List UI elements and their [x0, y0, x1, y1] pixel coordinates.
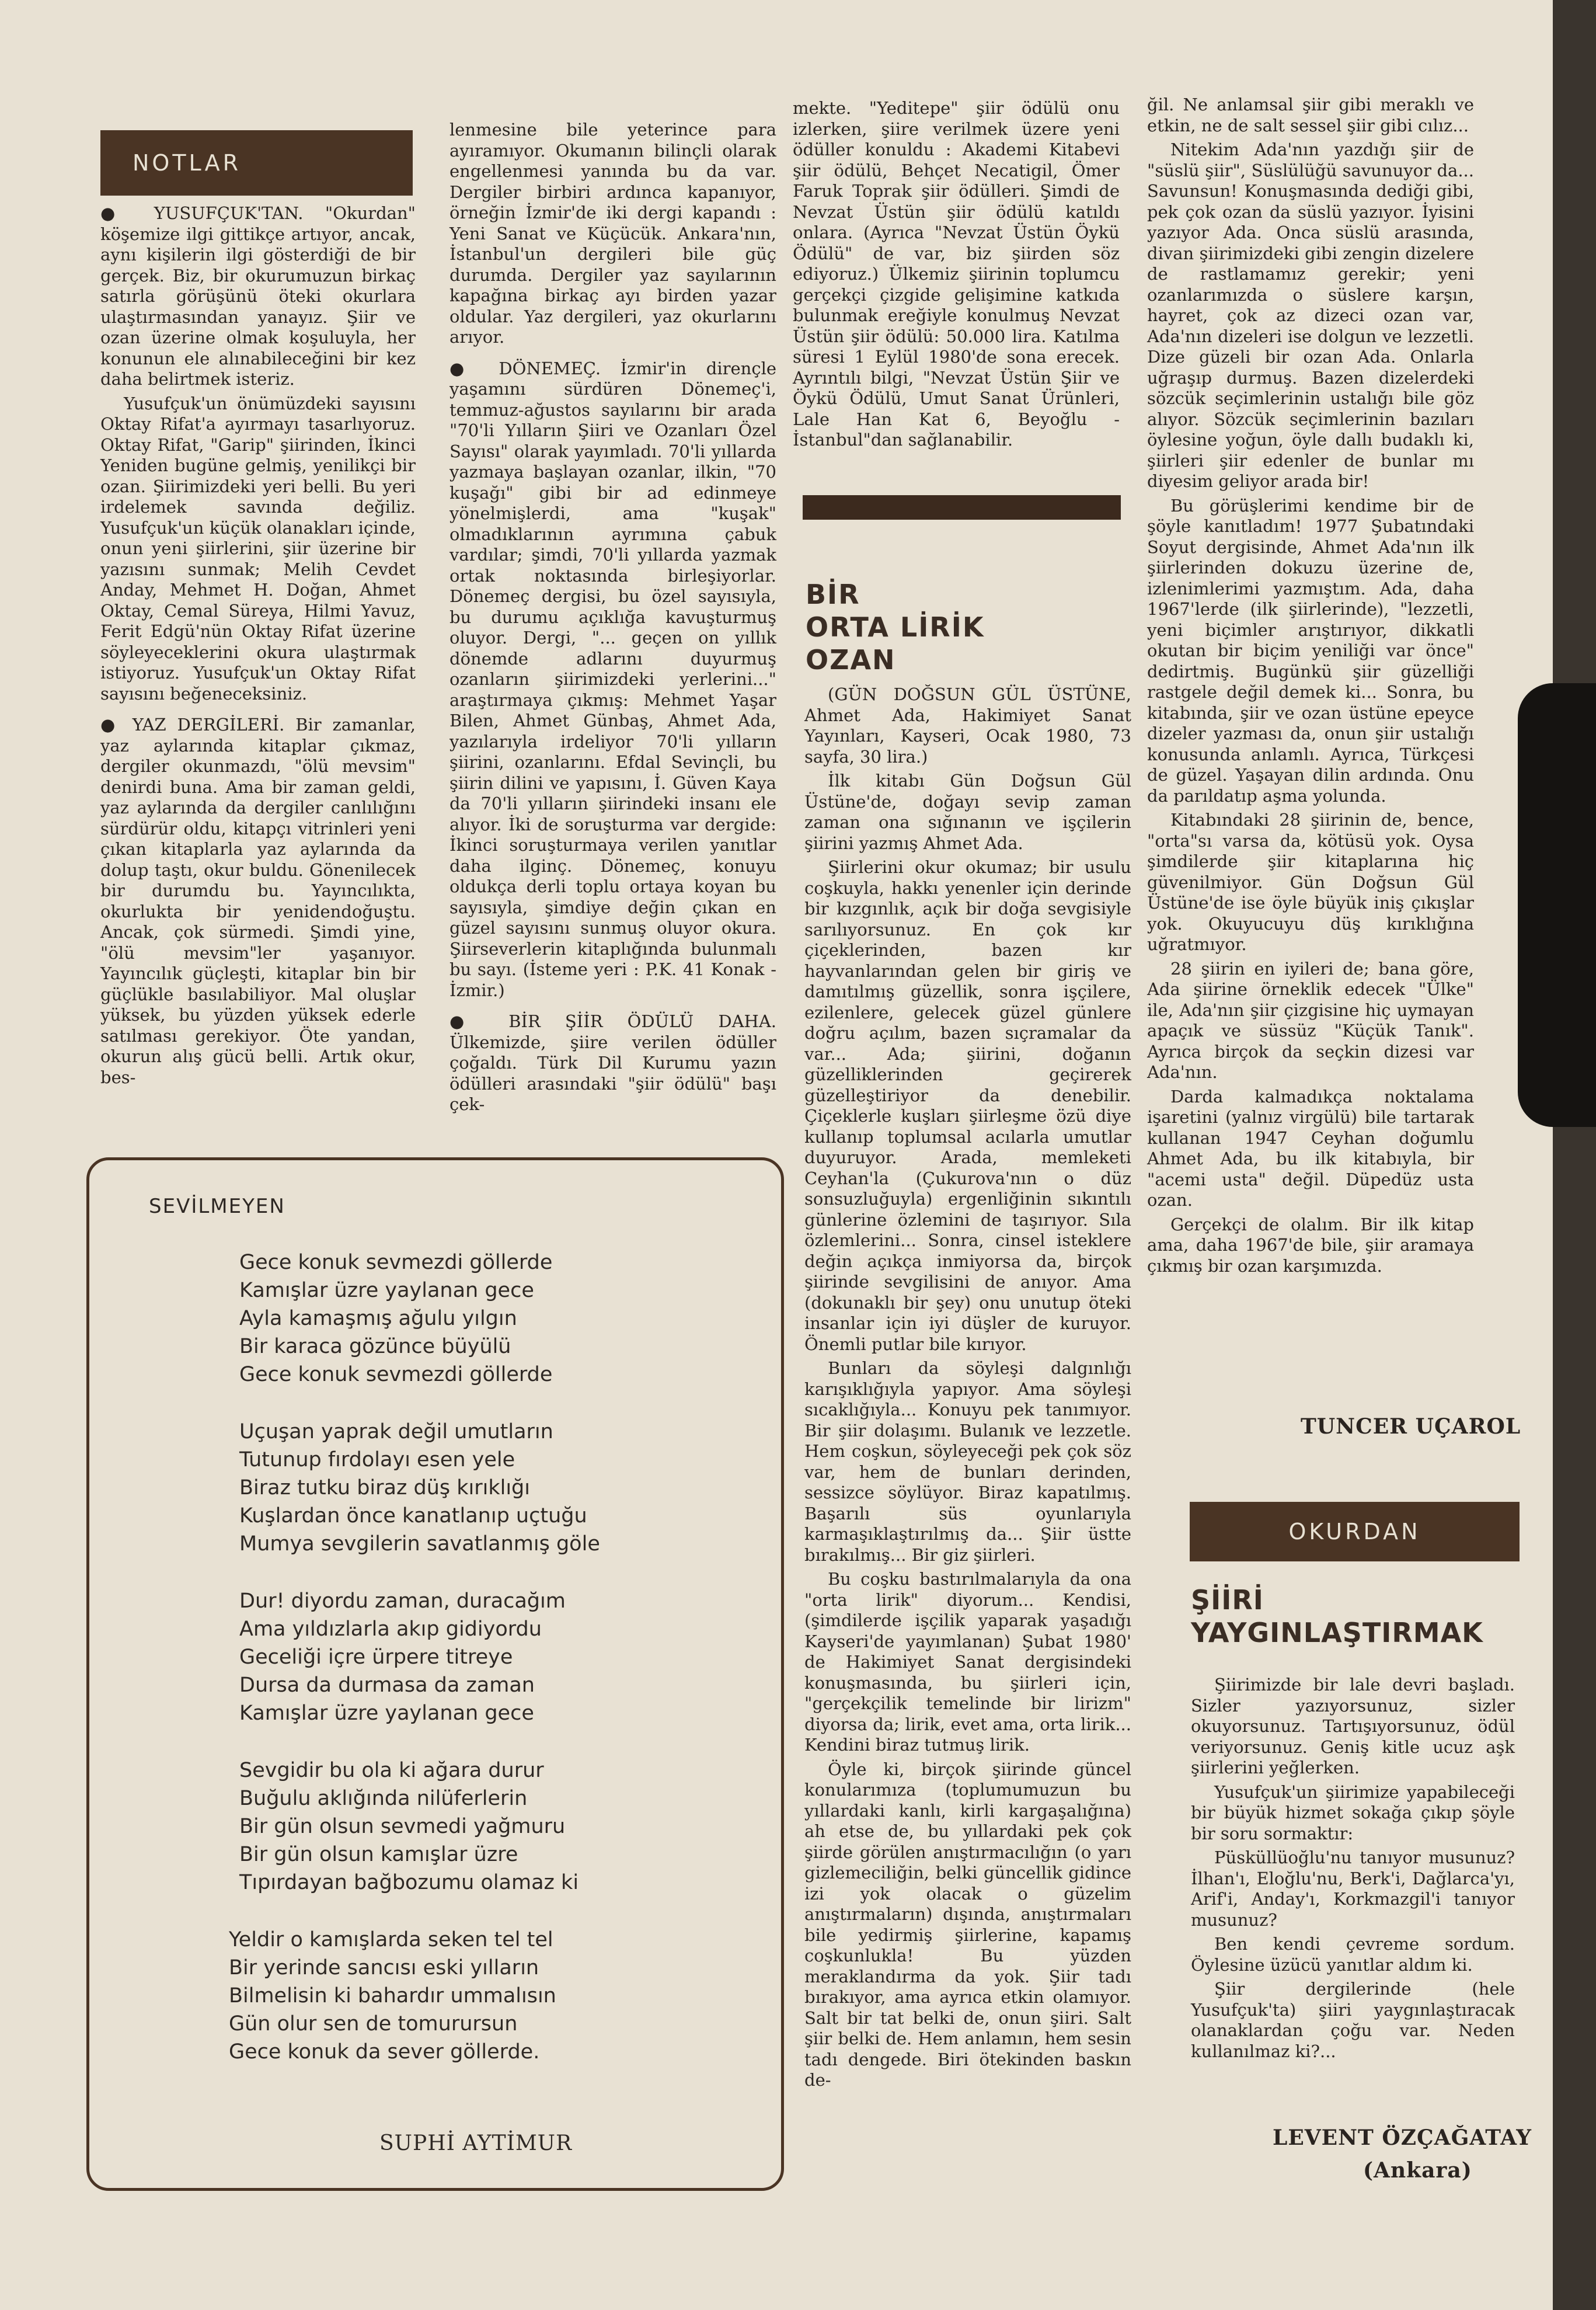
article-paragraph: İlk kitabı Gün Doğsun Gül Üstüne'de, doğayı sevip zaman zaman ona sığınanın ve işçilerin şiirini yazmış Ahmet Ada. [804, 771, 1131, 853]
poem-line: Uçuşan yaprak değil umutların [239, 1420, 553, 1443]
notlar-column-2 [449, 120, 776, 1119]
article-title-line: BİR [806, 579, 860, 610]
poem-author: SUPHİ AYTİMUR [379, 2131, 573, 2155]
poem-stanzas [229, 1248, 600, 2095]
poem-title: SEVİLMEYEN [149, 1195, 285, 1218]
article-title-line: OZAN [806, 644, 896, 676]
poem-line: Kamışlar üzre yaylanan gece [239, 1702, 534, 1725]
poem-line: Bir gün olsun sevmedi yağmuru [239, 1815, 566, 1838]
poem-line: Ayla kamaşmış ağulu yılgın [239, 1307, 517, 1330]
bullet-icon: ● [449, 358, 499, 378]
yaz-dergileri-continuation: lenmesine bile yeterince para ayıramıyor. Okumanın bilinçli olarak engellenmesi yanında bu da var. Dergiler birbiri ardınca kapanıyor, örneğin İzmir'de iki dergi kapandı : Yeni Sanat ve Küçücük. Ankara'nın, İstanbul'un dergileri bile güç durumda. Dergiler yaz sayılarının kapağına birkaç ayı birden yazar oldular. Yaz dergileri, yaz okurlarını arıyor. [449, 120, 776, 347]
bullet-icon: ● [100, 715, 133, 735]
binder-clip [1518, 683, 1596, 1127]
article-paragraph: Bu görüşlerimi kendime bir de şöyle kanıtladım! 1977 Şubatındaki Soyut dergisinde, Ahmet Ada'nın ilk şiirlerinden dokuzu üzerine de, izlenimlerimi yazmıştım. Ada, daha 1967'lerde (ilk şiirlerinde), "lezzetli, yeni biçimler arıştırıyor, dikkatli okutan bir biçim yeniliği var önce" dedirtmiş. Bugünkü şiir güzelliği rastgele değil demek ki... Sonra, bu kitabında, şiir ve ozan üstüne epeyce dizeler yazması da, onun şiir ustalığı konusunda anlamlı. Ayrıca, Türkçesi de güzel. Yaşayan dilin ardında. Onu da parıldatıp aşma yolunda. [1147, 495, 1474, 806]
yaz-dergileri-note: ● YAZ DERGİLERİ. Bir zamanlar, yaz aylarında kitaplar çıkmaz, dergiler okunmazdı, "ölü mevsim" denirdi buna. Ama bir zaman geldi, yaz aylarında da dergiler canlılığını sürdürür oldu, kitapçı vitrinleri yeni çıkan kitaplarla yaz aylarında da dolup taştı, okur buldu. Gönenilecek bir durumdu bu. Yayıncılıkta, okurlukta bir yenidendoğuştu. Ancak, çok sürmedi. Şimdi yine, "ölü mevsim"ler yaşanıyor. Yayıncılık güçleşti, kitaplar bin bir güçlükle basılabiliyor. Mal oluşlar yüksek, bu yüzden yüksek ederle satılması gerekiyor. Öte yandan, okurun alış gücü belli. Artık okur, bes- [100, 715, 416, 1087]
article-title [806, 578, 985, 676]
poem-line: Bir karaca gözünce büyülü [239, 1335, 511, 1358]
article-paragraph: Bunları da söyleşi dalgınlığı karışıklığıyla yapıyor. Ama söyleşi sıcaklığıyla... Konuyu pek tanımıyor. Bir şiir dolaşımı. Bulanık ve lezzetle. Hem coşkun, söyleyeceği pek çok söz var, hem de bunları derinden, sessizce söylüyor. Biraz kapatılmış. Başarılı süs oyunlarıyla karmaşıklaştırılmış da... Şiir üstte bırakılmış... Bir giz şiirleri. [804, 1358, 1131, 1565]
poem-line: Geceliği içre ürpere titreye [239, 1645, 513, 1669]
poem-line: Dur! diyordu zaman, duracağım [239, 1589, 566, 1613]
article-paragraph: Nitekim Ada'nın yazdığı şiir de "süslü şiir", Süslülüğü savunuyor da... Savunsun! Konuşmasında dediği gibi, pek çok ozan da süslü yazıyor. İyisini yazıyor Ada. Onca süslü arasında, divan şiirimizdeki gibi zengin dizelere de rastlamamız gerekir; yeni ozanlarımızda o süslere karşın, hayret, çok az dizeci ozan var, Ada'nın dizeleri ise dolgun ve lezzetli. Dize güzeli bir ozan Ada. Onlarla uğraşıp durmuş. Bazen dizelerdeki sözcük seçimlerinin ustalığı bile göz alıyor. Sözcük seçimlerinin bazıları öylesine yoğun, öyle dallı budaklı ki, şiirleri şiir edenler de bunlar mı diyesim geliyor arada bir! [1147, 140, 1474, 491]
poem-line: Buğulu aklığında nilüferlerin [239, 1787, 528, 1810]
article-paragraph: 28 şiirin en iyileri de; bana göre, Ada şiirine örneklik edecek "Ülke" ile, Ada'nın şiir çizgisine hiç uymayan apaçık ve süssüz "Küçük Tanık". Ayrıca birçok da seçkin dizesi var Ada'nın. [1147, 958, 1474, 1082]
poem-line: Gece konuk sevmezdi göllerde [239, 1363, 553, 1386]
okurdan-header [1190, 1502, 1520, 1561]
poem-line: Kuşlardan önce kanatlanıp uçtuğu [239, 1504, 587, 1528]
okurdan-paragraph: Ben kendi çevreme sordum. Öylesine üzücü yanıtlar aldım ki. [1191, 1934, 1515, 1975]
article-paragraph: Kitabındaki 28 şiirinin de, bence, "orta"sı varsa da, kötüsü yok. Oysa şimdilerde şiir kitaplarına hiç güvenilmiyor. Gün Doğsun Gül Üstüne'de ise öyle büyük iniş çıkışlar yok. Okuyucuyu düş kırıklığına uğratmıyor. [1147, 810, 1474, 954]
notlar-header [100, 130, 413, 196]
article-paragraph: ğil. Ne anlamsal şiir gibi meraklı ve etkin, ne de salt sessel şiir gibi cılız... [1147, 95, 1474, 135]
poem-line: Mumya sevgilerin savatlanmış göle [239, 1532, 600, 1556]
notlar-column-1 [100, 203, 416, 1091]
section-divider [803, 495, 1121, 520]
poem-line: Bir yerinde sancısı eski yılların [229, 1956, 539, 1979]
poem-line: Kamışlar üzre yaylanan gece [239, 1279, 534, 1302]
article-paragraph: Bu coşku bastırılmalarıyla da ona "orta lirik" diyorum... Kendisi, (şimdilerde işçilik yaparak yaşadığı Kayseri'de yayımlanan) Şubat 1980' de Hakimiyet Sanat dergisindeki konuşmasında, bu şiirleri için, "gerçekçilik temelinde bir lirizm" diyorsa da; lirik, evet ama, orta lirik... Kendini biraz tutmuş lirik. [804, 1569, 1131, 1755]
okurdan-city: (Ankara) [1363, 2158, 1472, 2183]
poem-line: Ama yıldızlarla akıp gidiyordu [239, 1617, 542, 1641]
poem-line: Gece konuk sevmezdi göllerde [239, 1251, 553, 1274]
poem-line: Bilmelisin ki bahardır ummalısın [229, 1984, 556, 2008]
article-paragraph: Şiirlerini okur okumaz; bir usulu coşkuyla, hakkı yenenler için derinde bir kızgınlık, açık bir doğa sevgisiyle sarılıyorsunuz. En çok kır çiçeklerinden, bazen kır hayvanlarından gelen bir giriş ve damıtılmış güzellik, sonra işçilere, ezilenlere, gelecek güzel günlere doğru açılım, bazen sıçramalar da var... Ada; şiirini, doğanın güzelliklerinden geçirerek güzelleştiriyor da denebilir. Çiçeklerle kuşları şiirleşme özü diye kullanıp toplumsal acılarla umutlar duyuruyor. Arada, memleketi Ceyhan'la (Çukurova'nın o düz sonsuzluğuyla) ergenliğinin sıkıntılı günlerine özlemini de taşırıyor. Sıla özlemlerini... Sonra, cinsel isteklere değin açıkça inmiyorsa da, birçok şiirinde sevgilisini de anıyor. Ama (dokunaklı bir şey) onu unutup öteki insanlar için iyi düşler de kuruyor. Önemli putlar bile kırıyor. [804, 857, 1131, 1354]
poem-stanza [229, 1926, 600, 2066]
poem-line: Gece konuk da sever göllerde. [229, 2040, 540, 2064]
donemec-note: ● DÖNEMEÇ. İzmir'in dirençle yaşamını sürdüren Dönemeç'i, temmuz-ağustos sayılarını bir arada "70'li Yılların Şiiri ve Ozanları Özel Sayısı" olarak yayımladı. 70'li yıllarda yazmaya başlayan ozanlar, ilkin, "70 kuşağı" gibi bir ad edinmeye yönelmişlerdi, ama "kuşak" olmadıklarının ayrımına çabuk vardılar; şimdi, 70'li yıllarda yazmak ortak noktasında birleşiyorlar. Dönemeç dergisi, bu özel sayısıyla, bu durumu açıklığa kavuşturmuş oluyor. Dergi, "... geçen on yıllık dönemde adlarını duyurmuş ozanların şiirimizdeki yerlerini..." araştırmaya çıkmış: Mehmet Yaşar Bilen, Ahmet Günbaş, Ahmet Ada, yazılarıyla irdeliyor 70'li yılların şiirini, ozanlarını. Efdal Sevinçli, bu şiirin dilini ve yapısını, İ. Güven Kaya da 70'li yılların şiirindeki insanı ele alıyor. İki de soruşturma var dergide: İkinci soruşturmaya verilen yanıtlar daha ilginç. Dönemeç, konuyu oldukça derli toplu ortaya koyan bu sayısıyla, şimdiye değin çıkan en güzel sayısını sunmuş oluyor okura. Şiirseverlerin kitaplığında bulunmalı bu sayı. (İsteme yeri : P.K. 41 Konak - İzmir.) [449, 358, 777, 1000]
article-paragraph: Darda kalmadıkça noktalama işaretini (yalnız virgülü) bile tartarak kullanan 1947 Ceyhan doğumlu Ahmet Ada, bu ilk kitabıyla, bir "acemi usta" değil. Düpedüz usta ozan. [1147, 1086, 1474, 1210]
article-title-line: ORTA LİRİK [806, 611, 985, 643]
article-column-4 [1147, 95, 1474, 1280]
poem-line: Yeldir o kamışlarda seken tel tel [229, 1928, 553, 1951]
okurdan-paragraph: Şiirimizde bir lale devri başladı. Sizler yazıyorsunuz, sizler okuyorsunuz. Tartışıyorsunuz, ödül veriyorsunuz. Geniş kitle ucuz aşk şiirlerini yeğlerken. [1191, 1675, 1515, 1777]
poem-line: Biraz tutku biraz düş kırıklığı [239, 1476, 530, 1500]
poem-line: Dursa da durmasa da zaman [239, 1674, 535, 1697]
bullet-icon: ● [449, 1011, 509, 1031]
okurdan-header-label: OKURDAN [1288, 1519, 1421, 1544]
poem-stanza [239, 1756, 600, 1897]
poem-stanza [239, 1248, 600, 1389]
yusufcuk-oktay-rifat-note: Yusufçuk'un önümüzdeki sayısını Oktay Rifat'a ayırmayı tasarlıyoruz. Oktay Rifat, "Garip" şiirinden, İkinci Yeniden bugüne gelmiş, yenilikçi bir ozan. Şiirimizdeki yeri belli. Bu yeri irdelemek savında değiliz. Yusufçuk'un küçük olanakları içinde, onun yeni şiirlerini, şiir üzerine bir yazısını sunmak; Melih Cevdet Anday, Mehmet H. Doğan, Ahmet Oktay, Cemal Süreya, Hilmi Yavuz, Ferit Edgü'nün Oktay Rifat üzerine söyleyeceklerini okura ulaştırmak istiyoruz. Yusufçuk'un Oktay Rifat sayısını beğeneceksiniz. [100, 393, 416, 704]
article-author: TUNCER UÇAROL [1301, 1414, 1521, 1439]
poem-stanza [239, 1587, 600, 1727]
okurdan-paragraph: Şiir dergilerinde (hele Yusufçuk'ta) şiiri yaygınlaştıracak olanaklardan çoğu var. Neden kullanılmaz ki?... [1191, 1979, 1515, 2061]
okurdan-title [1191, 1584, 1483, 1649]
yusufcuk-note: ● YUSUFÇUK'TAN. "Okurdan" köşemize ilgi gittikçe artıyor, ancak, aynı kişilerin ilgi gösterdiği de bir gerçek. Biz, bir okurumuzun birkaç satırla görüşünü öteki okurlara ulaştırmasından yanayız. Şiir ve ozan üzerine olmak koşuluyla, her konunun ele alınabileceğini bir kez daha belirtmek isteriz. [100, 203, 416, 389]
okurdan-paragraph: Püsküllüoğlu'nu tanıyor musunuz? İlhan'ı, Eloğlu'nu, Berk'i, Dağlarca'yı, Arif'i, Anday'ı, Korkmazgil'i tanıyor musunuz? [1191, 1848, 1515, 1930]
article-paragraph: Öyle ki, birçok şiirinde güncel konularımıza (toplumumuzun bu yıllardaki kanlı, kirli kargaşalığına) ah etse de, bu yıllardaki pek çok şiirde görülen anıştırmacılığın (o yarı gizlemeciliğin, belki güncellik gidince izi yok olacak o güzelim anıştırmaların) dışında, anıştırmaları bile yedirmiş şiirlerine, kapamış coşkunlukla! Bu yüzden meraklandırma da yok. Şiir tadı bırakıyor, ama ayrıca etkin olamıyor. Salt bir tat belki de, onun şiiri. Salt şiir belki de. Hem anlamın, hem sesin tadı dengede. Biri ötekinden baskın de- [804, 1759, 1131, 2090]
poem-line: Sevgidir bu ola ki ağara durur [239, 1759, 544, 1782]
okurdan-title-line: ŞİİRİ [1191, 1584, 1264, 1616]
article-paragraph: Gerçekçi de olalım. Bir ilk kitap ama, daha 1967'de bile, şiir aramaya çıkmış bir ozan karşımızda. [1147, 1214, 1474, 1276]
bullet-icon: ● [100, 203, 154, 223]
poem-line: Gün olur sen de tomurursun [229, 2012, 518, 2036]
odul-note: ● BİR ŞİİR ÖDÜLÜ DAHA. Ülkemizde, şiire verilen ödüller çoğaldı. Türk Dil Kurumu yazın ödülleri arasındaki "şiir ödülü" başı çek- [449, 1011, 776, 1114]
okurdan-title-line: YAYGINLAŞTIRMAK [1191, 1617, 1483, 1648]
poem-line: Tutunup fırdolayı esen yele [239, 1448, 515, 1471]
notlar-header-label: NOTLAR [133, 150, 241, 176]
article-column-3 [804, 684, 1131, 2095]
okurdan-author: LEVENT ÖZÇAĞATAY [1273, 2125, 1532, 2150]
notlar-column-3 [793, 98, 1120, 454]
poem-stanza [239, 1418, 600, 1558]
okurdan-paragraph: Yusufçuk'un şiirimize yapabileceği bir büyük hizmet sokağa çıkıp şöyle bir soru sormaktır: [1191, 1782, 1515, 1843]
poem-line: Bir gün olsun kamışlar üzre [239, 1843, 518, 1866]
article-citation: (GÜN DOĞSUN GÜL ÜSTÜNE, Ahmet Ada, Hakimiyet Sanat Yayınları, Kayseri, Ocak 1980, 73 sayfa, 30 lira.) [804, 684, 1131, 767]
poem-line: Tıpırdayan bağbozumu olamaz ki [239, 1871, 579, 1894]
odul-continuation: mekte. "Yeditepe" şiir ödülü onu izlerken, şiire verilmek üzere yeni ödüller konuldu : Akademi Kitabevi şiir ödülü, Behçet Necatigil, Ömer Faruk Toprak şiir ödülleri. Şimdi de Nevzat Üstün şiir ödülü katıldı onlara. (Ayrıca "Nevzat Üstün Öykü Ödülü" de var, biz şiirden söz ediyoruz.) Ülkemiz şiirinin toplumcu gerçekçi çizgide gelişimine katkıda bulunmak ereğiyle konulmuş Nevzat Üstün şiir ödülü: 50.000 lira. Katılma süresi 1 Eylül 1980'de sona erecek. Ayrıntılı bilgi, "Nevzat Üstün Şiir ve Öykü Ödülü, Umut Sanat Ürünleri, Lale Han Kat 6, Beyoğlu - İstanbul"dan sağlanabilir. [793, 98, 1120, 450]
okurdan-column [1191, 1675, 1515, 2065]
background-edge [1553, 0, 1596, 2310]
